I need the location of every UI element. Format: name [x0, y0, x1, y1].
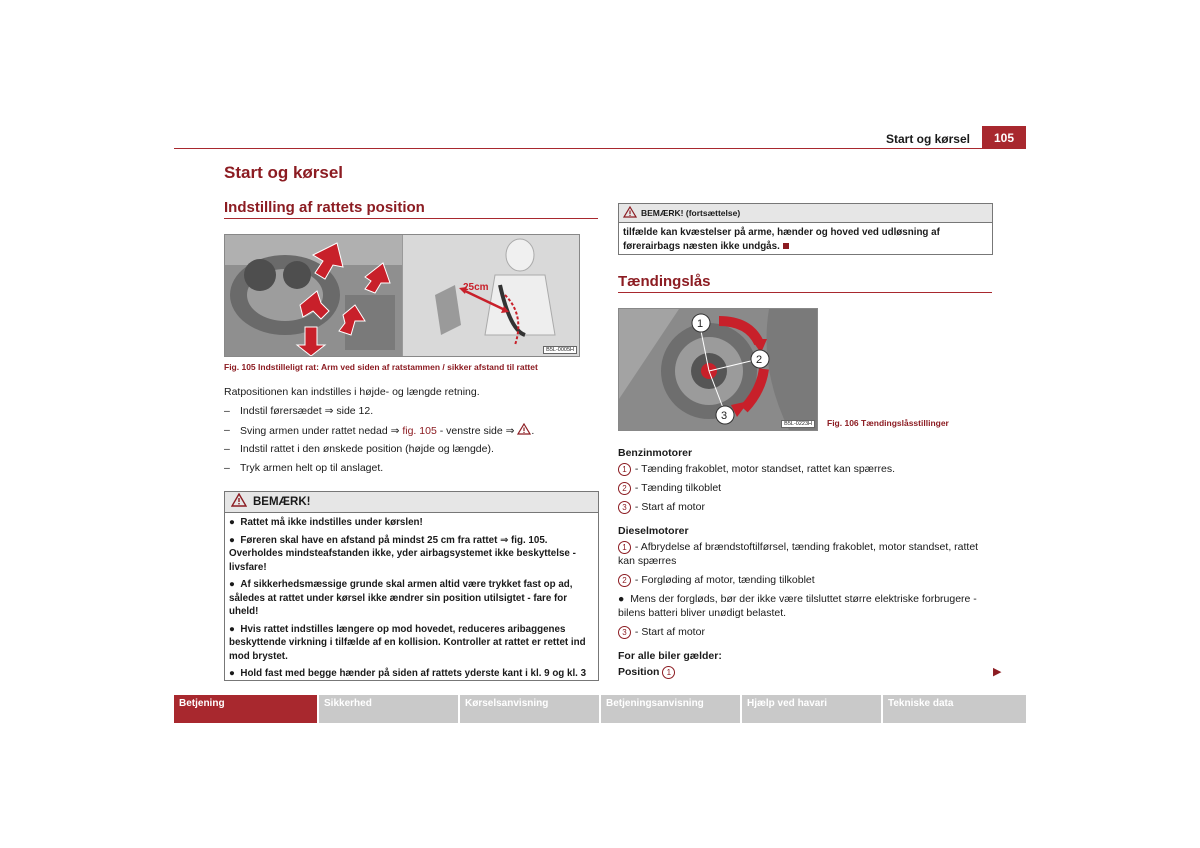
- diesel-item: 2 - Forgløding af motor, tænding tilkoblet: [618, 573, 815, 587]
- step-3: [224, 442, 604, 461]
- step-text: Indstil rattet i den ønskede position (højde og længde).: [240, 443, 494, 455]
- next-page-arrow-icon[interactable]: ▶: [993, 666, 1002, 678]
- ref-arrow: ⇒: [390, 425, 400, 437]
- warning-cont-title: BEMÆRK! (fortsættelse): [641, 208, 741, 218]
- warning-cont-body: tilfælde kan kvæstelser på arme, hænder og hoved ved udløsning af førerairbags næsten ikke undgås.: [623, 227, 940, 252]
- tab-korselsanvisning[interactable]: Kørselsanvisning: [460, 695, 599, 723]
- position-marker: 3: [618, 626, 631, 639]
- page-ref[interactable]: side 12.: [333, 405, 374, 417]
- warning-icon[interactable]: [517, 423, 531, 435]
- warning-cont-header: [619, 204, 992, 223]
- diesel-item: 1 - Afbrydelse af brændstoftilførsel, tænding frakoblet, motor standset, rattet kan spærres: [618, 541, 979, 567]
- step-text: Sving armen under rattet nedad: [240, 425, 391, 437]
- step-text-post: - venstre side ⇒: [436, 425, 518, 437]
- ref-arrow: ⇒: [324, 405, 334, 417]
- benzin-title: Benzinmotorer: [618, 447, 693, 459]
- warning-item: ● Hold fast med begge hænder på siden af rattets yderste kant i kl. 9 og kl. 3: [229, 668, 587, 679]
- tab-tekniske-data[interactable]: Tekniske data: [883, 695, 1026, 723]
- section-rule: [618, 292, 992, 293]
- figure-caption-106: Fig. 106 Tændingslåsstillinger: [827, 418, 949, 428]
- ignition-figure: [618, 308, 818, 431]
- step-dash: –: [224, 405, 230, 417]
- position-marker: 1: [618, 541, 631, 554]
- warning-title: BEMÆRK!: [253, 496, 311, 508]
- marker-3: 3: [721, 410, 728, 422]
- warning-body: [225, 513, 598, 681]
- step-1: [224, 404, 604, 423]
- figure-caption-105: Fig. 105 Indstilleligt rat: Arm ved siden af ratstammen / sikker afstand til rattet: [224, 362, 538, 372]
- steering-figure: [224, 234, 580, 357]
- marker-2: 2: [756, 354, 763, 366]
- warning-item: ● Hvis rattet indstilles længere op mod hovedet, reduceres aribaggenes beskyttende virkning i tilfælde af en kollision. Kontroller at rattet er rettet ind mod brystet.: [229, 623, 586, 662]
- step-2: – Sving armen under rattet nedad ⇒ fig. 105 - venstre side ⇒ .: [224, 424, 535, 437]
- diesel-title: Dieselmotorer: [618, 525, 689, 537]
- tab-hjaelp-ved-havari[interactable]: Hjælp ved havari: [742, 695, 881, 723]
- step-dash: –: [224, 462, 230, 474]
- tab-betjeningsanvisning[interactable]: Betjeningsanvisning: [601, 695, 740, 723]
- ignition-illustration: [619, 309, 817, 430]
- running-header-title: Start og kørsel: [885, 132, 970, 146]
- warning-continued-box: [618, 203, 993, 255]
- tab-betjening[interactable]: Betjening: [174, 695, 317, 723]
- warning-header: [225, 492, 598, 513]
- figure-link[interactable]: fig. 105: [402, 425, 437, 437]
- warning-triangle-icon: [231, 493, 247, 507]
- marker-1: 1: [697, 318, 704, 330]
- warning-item: ● Føreren skal have en afstand på mindst 25 cm fra rattet ⇒ fig. 105. Overholdes mindsteafstanden ikke, yder airbagsystemet ikke beskyttelse - livsfare!: [229, 534, 576, 573]
- all-cars-title: For alle biler gælder:: [618, 650, 722, 662]
- tab-sikkerhed[interactable]: Sikkerhed: [319, 695, 458, 723]
- step-text: Indstil førersædet: [240, 405, 325, 417]
- warning-box: [224, 491, 599, 681]
- steering-illustration: [225, 235, 579, 356]
- diesel-item: 3 - Start af motor: [618, 625, 705, 639]
- position-marker: 2: [618, 574, 631, 587]
- steps-list: [224, 404, 604, 480]
- distance-label: 25cm: [463, 282, 489, 293]
- position-marker: 1: [662, 666, 675, 679]
- benzin-item: 1 - Tænding frakoblet, motor standset, rattet kan spærres.: [618, 462, 895, 476]
- diesel-note: ● Mens der forgløds, bør der ikke være tilsluttet større elektriske forbrugere - bilens batteri bliver unødigt belastet.: [618, 593, 977, 619]
- chapter-title: Start og kørsel: [224, 163, 344, 182]
- section-rule: [224, 218, 598, 219]
- step-4: [224, 461, 604, 480]
- step-dash: –: [224, 443, 230, 455]
- figure-code: B5L-0223H: [781, 420, 815, 428]
- page-number: 105: [982, 126, 1026, 148]
- figure-code: B5L-0005H: [543, 346, 577, 354]
- header-rule: [174, 148, 1026, 149]
- benzin-item: 2 - Tænding tilkoblet: [618, 481, 721, 495]
- step-text: Tryk armen helt op til anslaget.: [240, 462, 384, 474]
- position-marker: 3: [618, 501, 631, 514]
- benzin-item: 3 - Start af motor: [618, 500, 705, 514]
- warning-item: ● Rattet må ikke indstilles under kørslen!: [229, 517, 423, 528]
- warning-triangle-icon: [623, 206, 637, 218]
- position-marker: 2: [618, 482, 631, 495]
- section-title-steering: Indstilling af rattets position: [224, 199, 425, 216]
- position-marker: 1: [618, 463, 631, 476]
- warning-item: ● Af sikkerhedsmæssige grunde skal armen altid være trykket fast op ad, således at rattet under kørsel ikke ændrer sin position utilsigtet - fare for uheld!: [229, 579, 573, 617]
- chapter-tabs: [174, 695, 1026, 723]
- position-line: Position 1: [618, 665, 676, 679]
- intro-text: Ratpositionen kan indstilles i højde- og længde retning.: [224, 386, 480, 398]
- step-dash: –: [224, 424, 230, 436]
- end-marker: [783, 243, 789, 249]
- section-title-ignition: Tændingslås: [618, 273, 711, 290]
